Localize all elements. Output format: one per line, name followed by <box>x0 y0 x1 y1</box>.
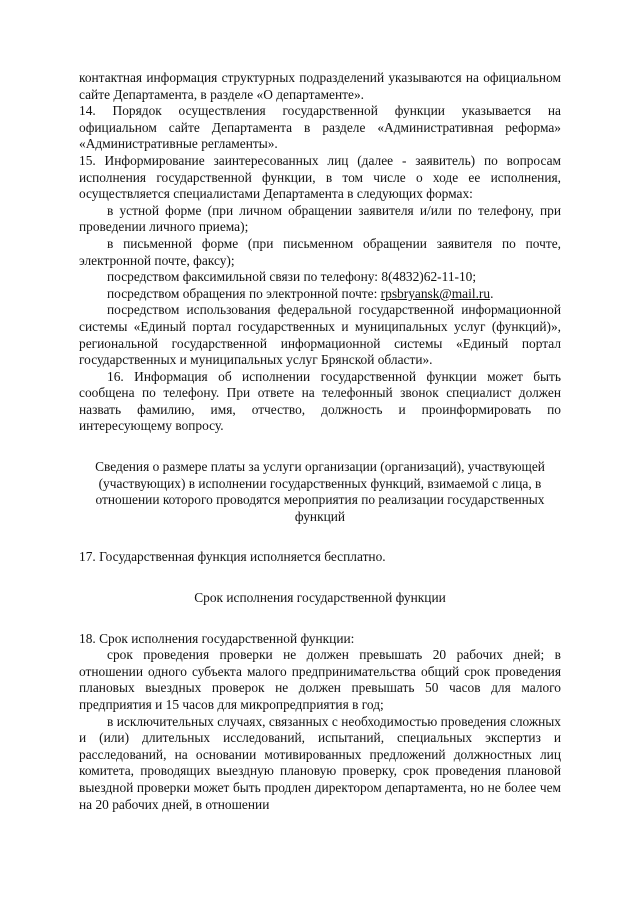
email-link[interactable]: rpsbryansk@mail.ru <box>380 285 491 301</box>
spacer <box>79 435 561 459</box>
email-prefix: посредством обращения по электронной почте: <box>107 285 381 301</box>
paragraph-17: 17. Государственная функция исполняется бесплатно. <box>79 549 386 565</box>
paragraph-15-fax: посредством факсимильной связи по телефону: 8(4832)62-11-10; <box>107 269 477 285</box>
paragraph-18-term: срок проведения проверки не должен превышать 20 рабочих дней; в отношении одного субъекта малого предпринимательства общий срок проведения плановых выездных проверок не должен превышать 50 часов для малого предприятия и 15 часов для микропредприятия в год; <box>79 647 561 712</box>
document-page <box>79 70 561 813</box>
paragraph-14: 14. Порядок осуществления государственной функции указывается на официальном сайте Департамента в разделе «Административная реформа» «Административные регламенты». <box>79 103 561 152</box>
paragraph-contact-info: контактная информация структурных подразделений указываются на официальном сайте Департамента, в разделе «О департаменте». <box>79 70 561 102</box>
paragraph-15-email <box>79 286 561 303</box>
paragraph-18-exceptional: в исключительных случаях, связанных с необходимостью проведения сложных и (или) длительных исследований, испытаний, специальных экспертиз и расследований, на основании мотивированных предложений должностных лиц комитета, проводящих выездную плановую проверку, срок проведения плановой выездной проверки может быть продлен директором департамента, но не более чем на 20 рабочих дней, в отношении <box>79 713 561 812</box>
email-suffix: . <box>490 285 494 301</box>
spacer <box>79 566 561 590</box>
spacer <box>79 525 561 549</box>
paragraph-16: 16. Информация об исполнении государственной функции может быть сообщена по телефону. При ответе на телефонный звонок специалист должен назвать фамилию, имя, отчество, должность и проинформировать по интересующему вопросу. <box>79 368 561 434</box>
paragraph-15: 15. Информирование заинтересованных лиц (далее - заявитель) по вопросам исполнения государственной функции, в том числе о ходе ее исполнения, осуществляется специалистами Департамента в следующих формах: <box>79 152 561 202</box>
paragraph-15-written: в письменной форме (при письменном обращении заявителя по почте, электронной почте, факсу); <box>79 235 561 268</box>
heading-execution-term: Срок исполнения государственной функции <box>194 590 446 606</box>
heading-fee-info: Сведения о размере платы за услуги организации (организаций), участвующей (участвующих) в исполнении государственных функций, взимаемой с лица, в отношении которого проводятся мероприятия по реализации государственных функций <box>95 459 545 524</box>
spacer <box>79 607 561 631</box>
paragraph-18: 18. Срок исполнения государственной функции: <box>79 630 355 646</box>
paragraph-15-oral: в устной форме (при личном обращении заявителя и/или по телефону, при проведении личного приема); <box>79 202 561 235</box>
paragraph-15-portal: посредством использования федеральной государственной информационной системы «Единый портал государственных и муниципальных услуг (функций)», региональной государственной информационной системы «Единый портал государственных и муниципальных услуг Брянской области». <box>79 302 561 368</box>
